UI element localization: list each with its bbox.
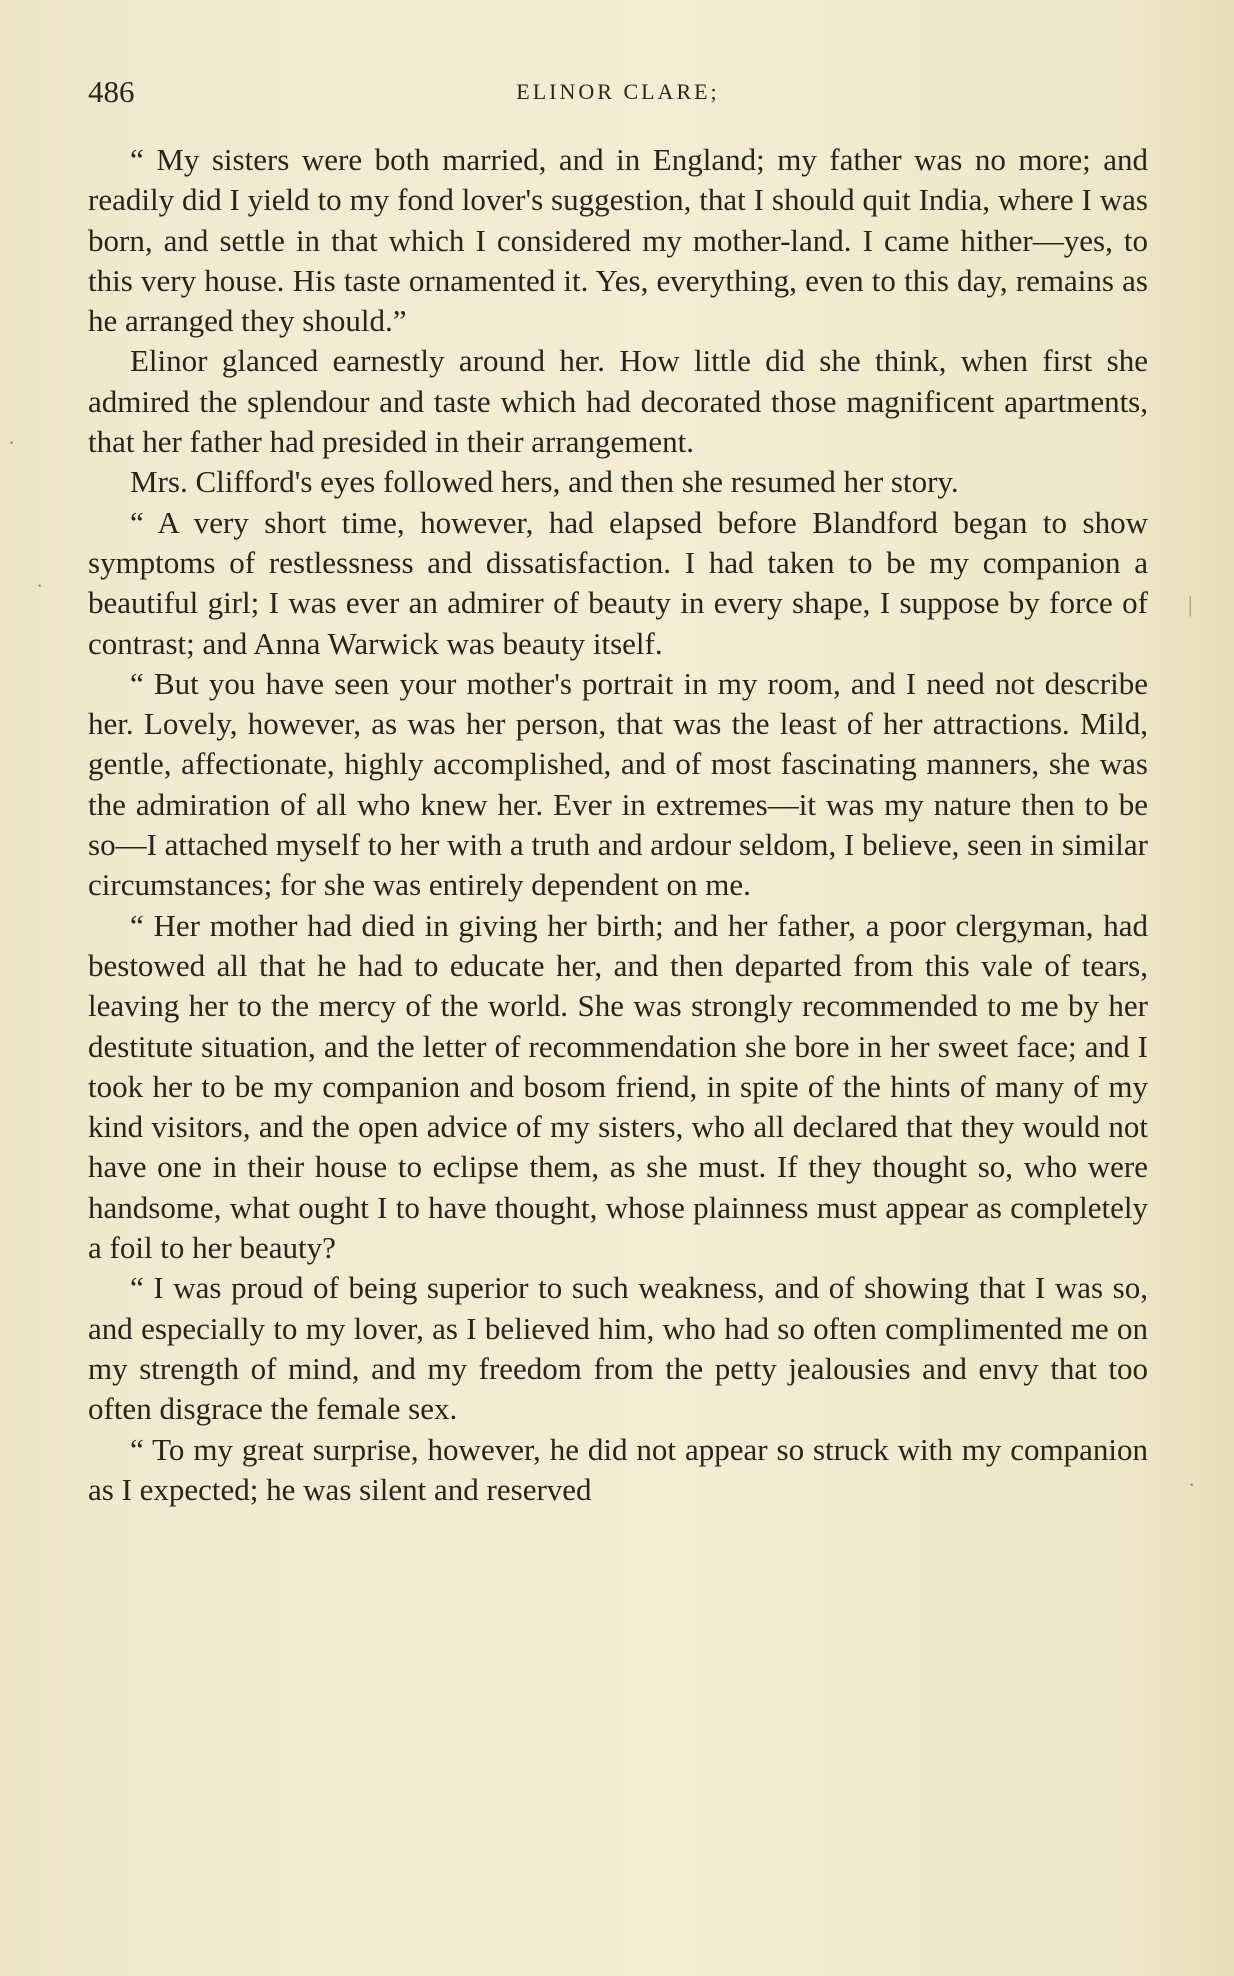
paragraph-1: “ My sisters were both married, and in England; my father was no more; and readily did I yield to my fond lover's suggestion, that I should quit India, where I was born, and settle in that which I considered my mother-land. I came hither—yes, to this very house. His taste ornamented it. Yes, everything, even to this day, remains as he arranged they should.” — [88, 142, 1148, 339]
paragraph-4: “ A very short time, however, had elapsed before Blandford began to show symptoms of restlessness and dissatisfaction. I had taken to be my companion a beautiful girl; I was ever an admirer of beauty in every shape, I suppose by force of contrast; and Anna Warwick was beauty itself. — [88, 504, 1148, 661]
paragraph-3: Mrs. Clifford's eyes followed hers, and then she resumed her story. — [130, 464, 959, 500]
right-margin-mark: | — [1188, 592, 1193, 617]
left-margin-mark-2: · — [36, 573, 44, 598]
running-head: ELINOR CLARE; — [516, 79, 720, 104]
paragraph-2: Elinor glanced earnestly around her. How little did she think, when first she admired the splendour and taste which had decorated those magnificent apartments, that her father had presided in their arrangement. — [88, 343, 1148, 460]
paragraph-8: “ To my great surprise, however, he did not appear so struck with my companion as I expected; he was silent and reserved — [88, 1431, 1148, 1507]
page-number: 486 — [88, 74, 135, 109]
left-margin-mark: · — [8, 430, 16, 455]
paragraph-7: “ I was proud of being superior to such weakness, and of showing that I was so, and especially to my lover, as I believed him, who had so often complimented me on my strength of mind, and my freedom from the petty jealousies and envy that too often disgrace the female sex. — [88, 1270, 1148, 1427]
page-body — [88, 140, 1148, 1510]
page-header — [88, 72, 1148, 112]
right-margin-mark-2: · — [1188, 1472, 1196, 1497]
paragraph-6: “ Her mother had died in giving her birth; and her father, a poor clergyman, had bestowed all that he had to educate her, and then departed from this vale of tears, leaving her to the mercy of the world. She was strongly recommended to me by her destitute situation, and the letter of recommendation she bore in her sweet face; and I took her to be my companion and bosom friend, in spite of the hints of many of my kind visitors, and the open advice of my sisters, who all declared that they would not have one in their house to eclipse them, as she must. If they thought so, who were handsome, what ought I to have thought, whose plainness must appear as completely a foil to her beauty? — [88, 907, 1148, 1266]
paragraph-5: “ But you have seen your mother's portrait in my room, and I need not describe her. Lovely, however, as was her person, that was the least of her attractions. Mild, gentle, affectionate, highly accomplished, and of most fascinating manners, she was the admiration of all who knew her. Ever in extremes—it was my nature then to be so—I attached myself to her with a truth and ardour seldom, I believe, seen in similar circumstances; for she was entirely dependent on me. — [88, 665, 1148, 903]
